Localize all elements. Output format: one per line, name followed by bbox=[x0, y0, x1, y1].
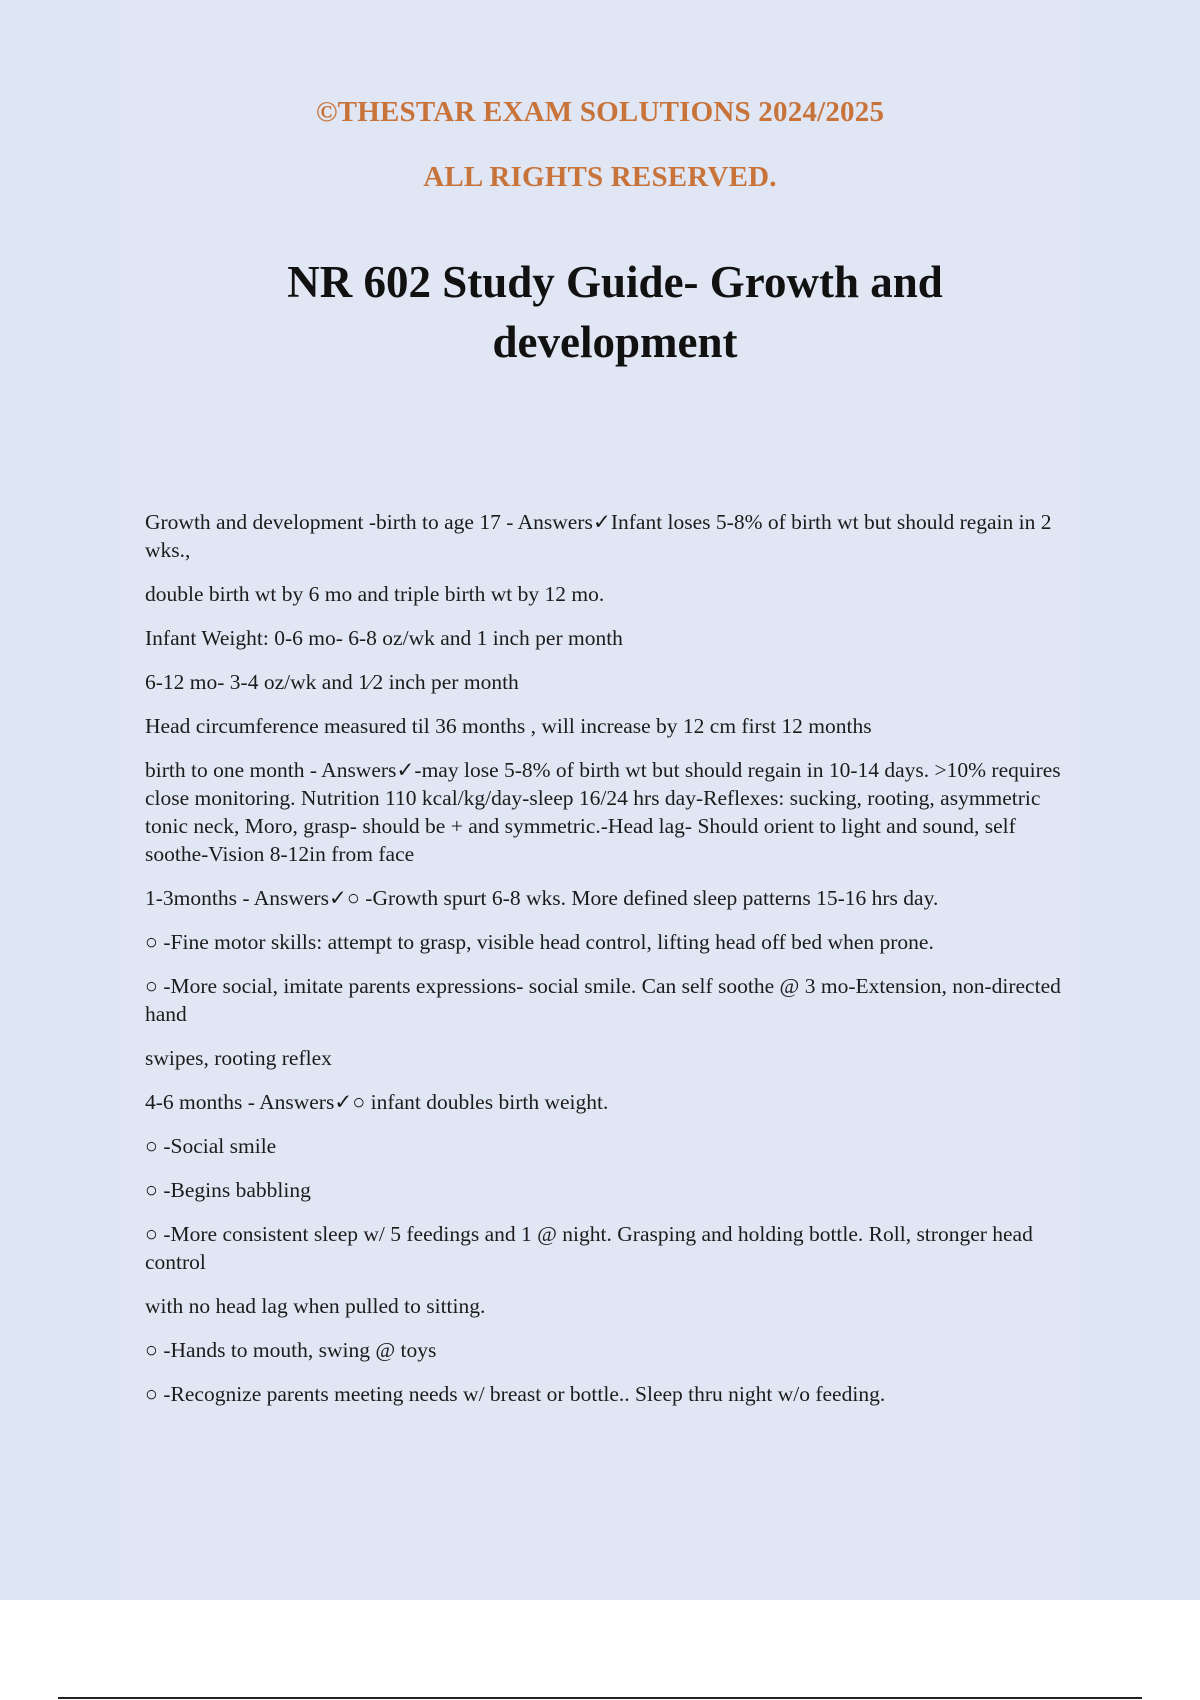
footer-divider bbox=[58, 1697, 1142, 1699]
body-paragraph: 1-3months - Answers✓○ -Growth spurt 6-8 wks. More defined sleep patterns 15-16 hrs day. bbox=[145, 886, 939, 910]
body-paragraph: Head circumference measured til 36 months , will increase by 12 cm first 12 months bbox=[145, 714, 872, 738]
rights-header: ALL RIGHTS RESERVED. bbox=[423, 161, 777, 193]
body-paragraph: birth to one month - Answers✓-may lose 5-8% of birth wt but should regain in 10-14 days. >10% requires close monitoring. Nutrition 110 kcal/kg/day-sleep 16/24 hrs day-Reflexes: sucking, rooting, asymmetric tonic neck, Moro, grasp- should be + and symmetric.-Head lag- Should orient to light and sound, self soothe-Vision 8-12in from face bbox=[145, 758, 1061, 866]
body-paragraph: ○ -Begins babbling bbox=[145, 1178, 311, 1202]
body-paragraph: ○ -More social, imitate parents expressions- social smile. Can self soothe @ 3 mo-Extension, non-directed hand bbox=[145, 974, 1061, 1026]
body-paragraph: Growth and development -birth to age 17 - Answers✓Infant loses 5-8% of birth wt but should regain in 2 wks., bbox=[145, 510, 1052, 562]
body-paragraph: ○ -Social smile bbox=[145, 1134, 277, 1158]
body-paragraph: ○ -Fine motor skills: attempt to grasp, visible head control, lifting head off bed when prone. bbox=[145, 930, 934, 954]
document-body bbox=[145, 508, 1075, 1424]
body-paragraph: swipes, rooting reflex bbox=[145, 1046, 332, 1070]
body-paragraph: 4-6 months - Answers✓○ infant doubles birth weight. bbox=[145, 1090, 609, 1114]
document-title: NR 602 Study Guide- Growth and development bbox=[287, 257, 943, 367]
copyright-header: ©THESTAR EXAM SOLUTIONS 2024/2025 bbox=[315, 96, 885, 128]
body-paragraph: 6-12 mo- 3-4 oz/wk and 1⁄2 inch per month bbox=[145, 670, 519, 694]
body-paragraph: ○ -More consistent sleep w/ 5 feedings and 1 @ night. Grasping and holding bottle. Roll, stronger head control bbox=[145, 1222, 1033, 1274]
body-paragraph: ○ -Recognize parents meeting needs w/ breast or bottle.. Sleep thru night w/o feeding. bbox=[145, 1382, 886, 1406]
body-paragraph: with no head lag when pulled to sitting. bbox=[145, 1294, 486, 1318]
body-paragraph: ○ -Hands to mouth, swing @ toys bbox=[145, 1338, 437, 1362]
body-paragraph: double birth wt by 6 mo and triple birth wt by 12 mo. bbox=[145, 582, 605, 606]
body-paragraph: Infant Weight: 0-6 mo- 6-8 oz/wk and 1 inch per month bbox=[145, 626, 623, 650]
